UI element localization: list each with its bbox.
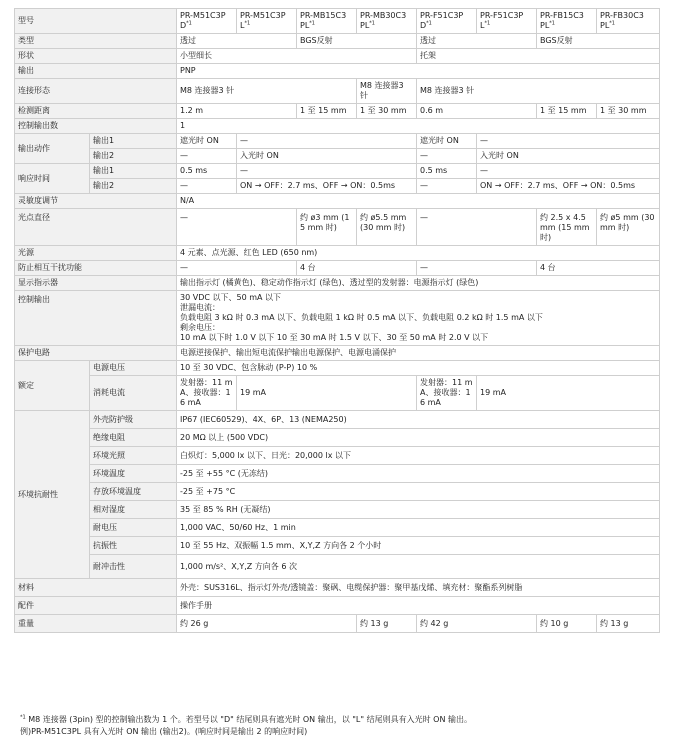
value-cell: 4 台 [537, 261, 660, 276]
spec-row [15, 346, 660, 361]
spec-row [15, 447, 660, 465]
value-cell: 约 42 g [417, 615, 537, 633]
value-cell: 发射器：11 mA、接收器：16 mA [417, 376, 477, 411]
footnote-example: 例)PR-M51C3PL 具有入光时 ON 输出 (输出2)。(响应时间是输出 2 的响应时间) [20, 727, 308, 736]
spec-row [15, 276, 660, 291]
spec-row [15, 34, 660, 49]
value-cell: 遮光时 ON [417, 134, 477, 149]
spec-row [15, 164, 660, 179]
row-label: 连接形态 [15, 79, 177, 104]
value-cell: M8 连接器3 针 [357, 79, 417, 104]
row-label: 输出动作 [15, 134, 90, 164]
row-label: 光源 [15, 246, 177, 261]
model-name: PR-FB15C3 [540, 11, 584, 20]
row-label: 保护电路 [15, 346, 177, 361]
value-cell: M8 连接器3 针 [177, 79, 357, 104]
row-sublabel: 绝缘电阻 [90, 429, 177, 447]
footnote-mark: *1 [20, 714, 26, 721]
value-cell: 发射器：11 mA、接收器：16 mA [177, 376, 237, 411]
value-cell: 1 至 30 mm [357, 104, 417, 119]
value-cell: 0.6 m [417, 104, 537, 119]
spec-row [15, 519, 660, 537]
row-label: 防止相互干扰功能 [15, 261, 177, 276]
footnote-ref: *1 [484, 20, 491, 27]
value-cell: 入光时 ON [477, 149, 660, 164]
model-suffix: PL [540, 21, 550, 30]
footnote-ref: *1 [609, 20, 615, 27]
footnote-ref: *1 [244, 20, 251, 27]
footnote-ref: *1 [186, 20, 192, 27]
value-cell: 10 至 30 VDC、包含脉动 (P-P) 10 % [177, 361, 660, 376]
spec-row [15, 149, 660, 164]
model-name: PR-M51C3P [180, 11, 226, 20]
value-line: 剩余电压： [180, 323, 220, 332]
model-header-cell [237, 9, 297, 34]
value-cell: — [477, 134, 660, 149]
value-cell: 约 10 g [537, 615, 597, 633]
spec-row [15, 119, 660, 134]
spec-row [15, 429, 660, 447]
model-name: PR-M51C3P [240, 11, 286, 20]
row-label: 输出 [15, 64, 177, 79]
model-header-cell [537, 9, 597, 34]
spec-row [15, 134, 660, 149]
spec-row [15, 246, 660, 261]
spec-table [14, 8, 660, 633]
value-cell: 约 2.5 x 4.5 mm (15 mm 时) [537, 209, 597, 246]
model-header-cell [417, 9, 477, 34]
model-suffix: L [240, 21, 245, 30]
value-cell [177, 291, 660, 346]
value-cell: 35 至 85 % RH (无凝结) [177, 501, 660, 519]
footnote-ref: *1 [426, 20, 432, 27]
row-sublabel: 环境温度 [90, 465, 177, 483]
value-cell: BGS反射 [537, 34, 660, 49]
row-sublabel: 相对湿度 [90, 501, 177, 519]
value-cell: 操作手册 [177, 597, 660, 615]
value-cell: 1 至 30 mm [597, 104, 660, 119]
model-header-cell [477, 9, 537, 34]
row-label: 控制输出数 [15, 119, 177, 134]
model-suffix: D [180, 21, 187, 30]
model-name: PR-MB30C3 [360, 11, 407, 20]
value-cell: — [417, 149, 477, 164]
value-line: 30 VDC 以下、50 mA 以下 [180, 293, 282, 302]
value-cell: 托架 [417, 49, 660, 64]
row-sublabel: 消耗电流 [90, 376, 177, 411]
row-label: 重量 [15, 615, 177, 633]
value-cell: ON → OFF：2.7 ms、OFF → ON：0.5ms [237, 179, 417, 194]
value-cell: 19 mA [477, 376, 660, 411]
row-label: 型号 [15, 9, 177, 34]
row-label: 显示指示器 [15, 276, 177, 291]
value-cell: ON → OFF：2.7 ms、OFF → ON：0.5ms [477, 179, 660, 194]
row-sublabel: 外壳防护级 [90, 411, 177, 429]
spec-row [15, 579, 660, 597]
value-cell: 1,000 m/s²、X,Y,Z 方向各 6 次 [177, 555, 660, 579]
value-line: 负载电阻 3 kΩ 时 0.3 mA 以下、负载电阻 1 kΩ 时 0.5 mA 以下、负载电阻 0.2 kΩ 时 1.5 mA 以下 [180, 313, 543, 322]
model-suffix: PL [300, 21, 310, 30]
row-sublabel: 抗振性 [90, 537, 177, 555]
row-label: 响应时间 [15, 164, 90, 194]
row-label: 环境抗耐性 [15, 411, 90, 579]
value-cell: 1.2 m [177, 104, 297, 119]
value-cell: 20 MΩ 以上 (500 VDC) [177, 429, 660, 447]
value-cell: 约 ø3 mm (15 mm 时) [297, 209, 357, 246]
row-label: 光点直径 [15, 209, 177, 246]
spec-row [15, 361, 660, 376]
spec-row [15, 79, 660, 104]
row-label: 形状 [15, 49, 177, 64]
row-sublabel: 耐冲击性 [90, 555, 177, 579]
value-cell: 1 [177, 119, 660, 134]
spec-row [15, 261, 660, 276]
spec-row [15, 597, 660, 615]
spec-row [15, 615, 660, 633]
model-header-cell [357, 9, 417, 34]
value-line: 泄漏电流： [180, 303, 220, 312]
value-cell: 19 mA [237, 376, 417, 411]
value-cell: PNP [177, 64, 660, 79]
row-sublabel: 输出1 [90, 134, 177, 149]
value-cell: — [177, 209, 297, 246]
value-cell: 10 至 55 Hz、双振幅 1.5 mm、X,Y,Z 方向各 2 个小时 [177, 537, 660, 555]
model-suffix: L [480, 21, 485, 30]
value-cell: 输出指示灯 (橘黄色)、稳定动作指示灯 (绿色)、透过型的发射器：电源指示灯 (绿色) [177, 276, 660, 291]
value-cell: 约 13 g [597, 615, 660, 633]
value-line: 10 mA 以下时 1.0 V 以下 10 至 30 mA 时 1.5 V 以下、30 至 50 mA 时 2.0 V 以下 [180, 333, 489, 342]
model-header-cell [177, 9, 237, 34]
value-cell: 入光时 ON [237, 149, 417, 164]
row-sublabel: 输出2 [90, 149, 177, 164]
value-cell: 遮光时 ON [177, 134, 237, 149]
spec-row [15, 9, 660, 34]
value-cell: — [177, 149, 237, 164]
row-label: 材料 [15, 579, 177, 597]
value-cell: — [417, 209, 537, 246]
value-cell: 小型细长 [177, 49, 417, 64]
spec-row [15, 411, 660, 429]
value-cell: 1,000 VAC、50/60 Hz、1 min [177, 519, 660, 537]
value-cell: 透过 [417, 34, 537, 49]
row-sublabel: 电源电压 [90, 361, 177, 376]
value-cell: 4 元素、点光源、红色 LED (650 nm) [177, 246, 660, 261]
spec-row [15, 537, 660, 555]
row-label: 控制输出 [15, 291, 177, 346]
model-suffix: D [420, 21, 427, 30]
spec-row [15, 465, 660, 483]
value-cell: 0.5 ms [177, 164, 237, 179]
value-cell: — [417, 179, 477, 194]
row-sublabel: 耐电压 [90, 519, 177, 537]
footnote-ref: *1 [369, 20, 375, 27]
value-cell: 1 至 15 mm [297, 104, 357, 119]
row-label: 配件 [15, 597, 177, 615]
spec-row [15, 64, 660, 79]
spec-row [15, 376, 660, 411]
spec-row [15, 49, 660, 64]
model-suffix: PL [360, 21, 370, 30]
spec-row [15, 501, 660, 519]
row-sublabel: 环境光照 [90, 447, 177, 465]
model-suffix: PL [600, 21, 610, 30]
value-cell: — [417, 261, 537, 276]
value-cell: 0.5 ms [417, 164, 477, 179]
value-cell: M8 连接器3 针 [417, 79, 660, 104]
value-cell: — [237, 134, 417, 149]
value-cell: IP67 (IEC60529)、4X、6P、13 (NEMA250) [177, 411, 660, 429]
footnote-2 [20, 726, 660, 737]
spec-row [15, 194, 660, 209]
value-cell: 1 至 15 mm [537, 104, 597, 119]
value-cell: 4 台 [297, 261, 417, 276]
value-cell: 透过 [177, 34, 297, 49]
model-name: PR-F51C3P [420, 11, 464, 20]
value-cell: 白炽灯：5,000 lx 以下、日光：20,000 lx 以下 [177, 447, 660, 465]
value-cell: -25 至 +55 °C (无冻结) [177, 465, 660, 483]
value-cell: 约 26 g [177, 615, 357, 633]
value-cell: 电源逆接保护、输出短电流保护输出电源保护、电源电涌保护 [177, 346, 660, 361]
model-name: PR-FB30C3 [600, 11, 644, 20]
spec-row [15, 179, 660, 194]
value-cell: 约 13 g [357, 615, 417, 633]
row-label: 额定 [15, 361, 90, 411]
value-cell: BGS反射 [297, 34, 417, 49]
model-name: PR-MB15C3 [300, 11, 347, 20]
value-cell: — [177, 179, 237, 194]
value-cell: 约 ø5 mm (30 mm 时) [597, 209, 660, 246]
row-sublabel: 输出1 [90, 164, 177, 179]
spec-row [15, 555, 660, 579]
model-header-cell [297, 9, 357, 34]
value-cell: — [237, 164, 417, 179]
spec-row [15, 483, 660, 501]
row-label: 灵敏度调节 [15, 194, 177, 209]
value-cell: -25 至 +75 °C [177, 483, 660, 501]
model-name: PR-F51C3P [480, 11, 524, 20]
value-cell: 外壳：SUS316L、指示灯外壳/透镜盖：聚砜、电缆保护器：聚甲基戊烯、填充材：聚酯系列树脂 [177, 579, 660, 597]
spec-row [15, 209, 660, 246]
row-label: 检测距离 [15, 104, 177, 119]
row-sublabel: 存放环境温度 [90, 483, 177, 501]
footnote-text: M8 连接器 (3pin) 型的控制输出数为 1 个。若型号以 "D" 结尾则具有遮光时 ON 输出，以 "L" 结尾则具有入光时 ON 输出。 [28, 715, 472, 724]
row-label: 类型 [15, 34, 177, 49]
row-sublabel: 输出2 [90, 179, 177, 194]
value-cell: — [477, 164, 660, 179]
footnote-ref: *1 [549, 20, 555, 27]
value-cell: 约 ø5.5 mm (30 mm 时) [357, 209, 417, 246]
footnote-ref: *1 [309, 20, 315, 27]
footnote-1 [20, 714, 660, 725]
spec-row [15, 291, 660, 346]
value-cell: N/A [177, 194, 660, 209]
spec-row [15, 104, 660, 119]
value-cell: — [177, 261, 297, 276]
model-header-cell [597, 9, 660, 34]
